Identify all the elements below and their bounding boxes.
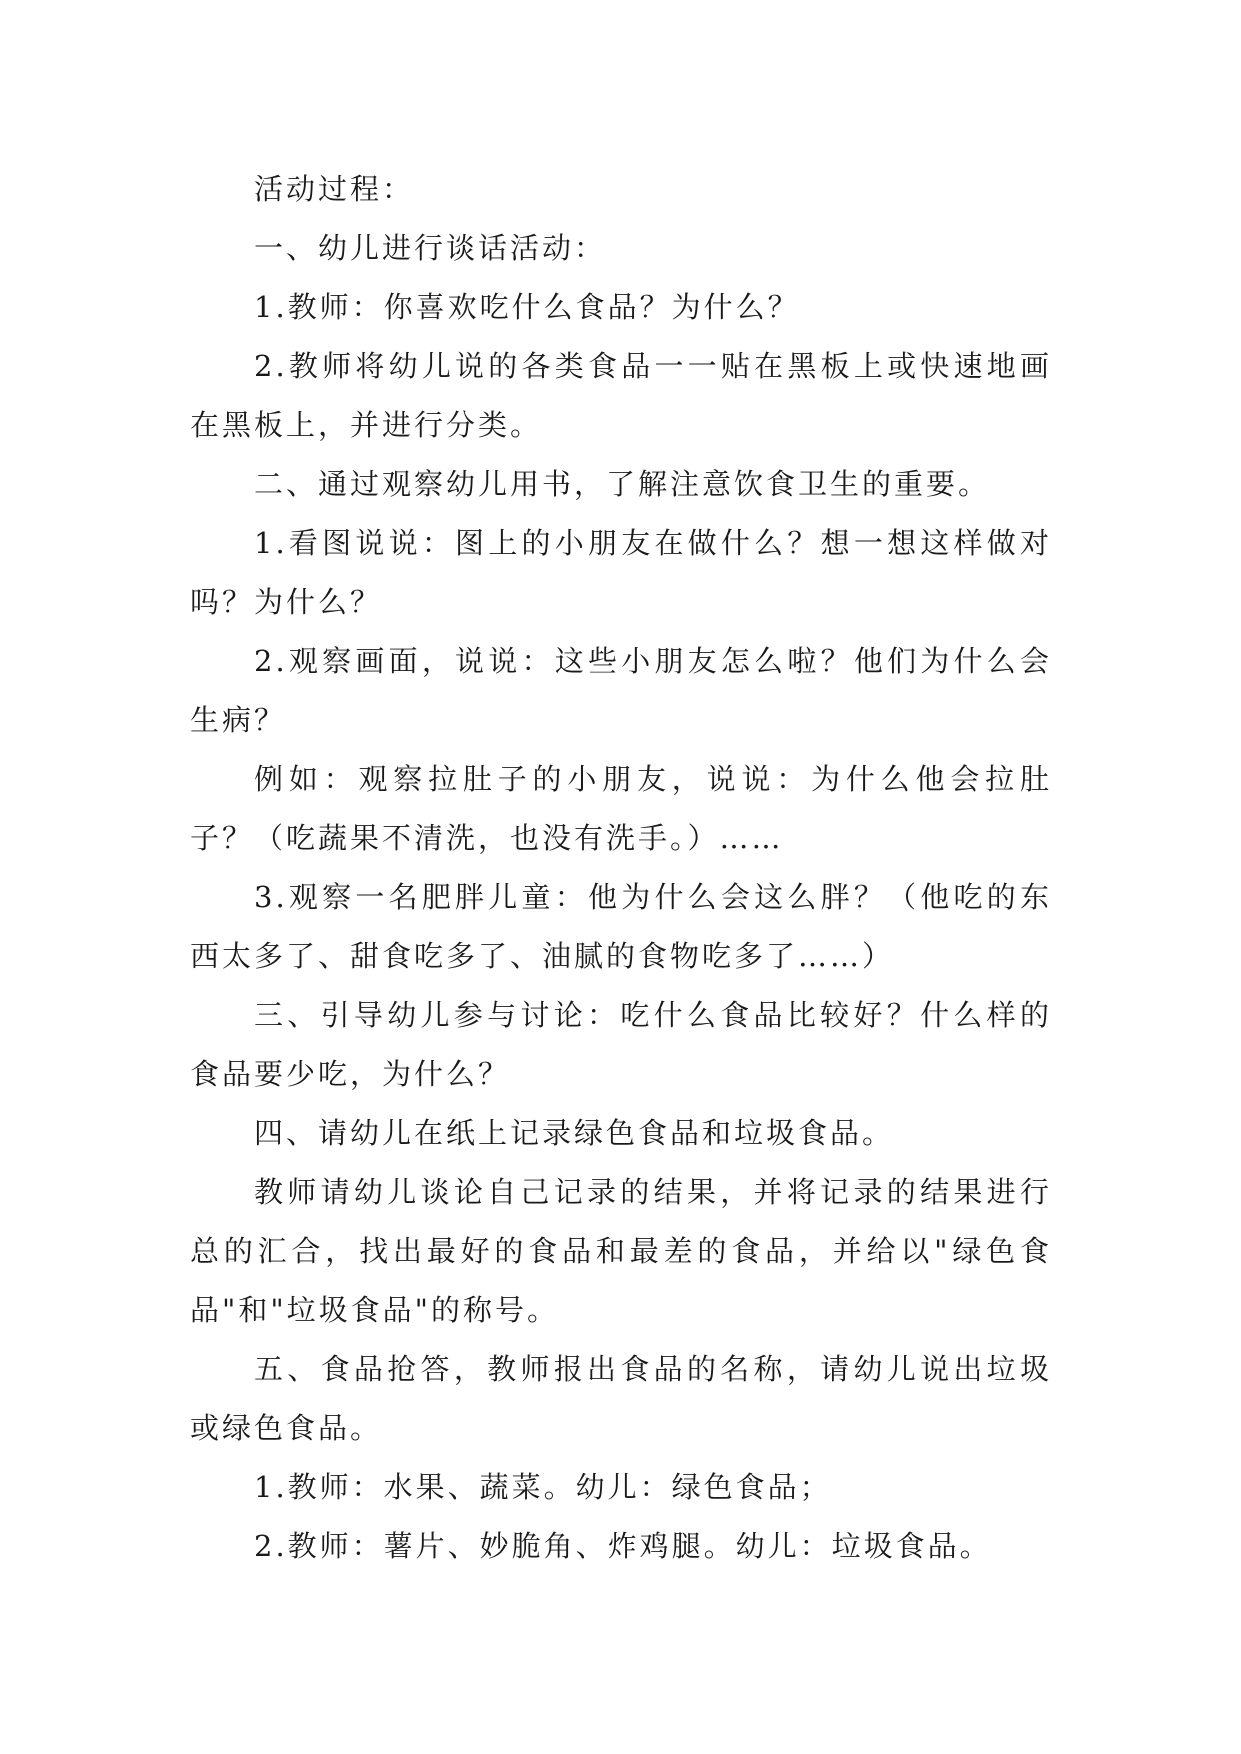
document-body <box>190 160 1052 1576</box>
paragraph: 2.教师：薯片、妙脆角、炸鸡腿。幼儿：垃圾食品。 <box>254 1529 992 1563</box>
section-heading-4: 四、请幼儿在纸上记录绿色食品和垃圾食品。 <box>254 1116 895 1150</box>
section-heading-3: 三、引导幼儿参与讨论：吃什么食品比较好？什么样的食品要少吃，为什么？ <box>190 998 1052 1091</box>
paragraph: 1.教师：你喜欢吃什么食品？为什么？ <box>254 290 800 324</box>
paragraph: 例如：观察拉肚子的小朋友，说说：为什么他会拉肚子？（吃蔬果不清洗，也没有洗手。）…… <box>190 762 1052 855</box>
section-heading-5: 五、食品抢答，教师报出食品的名称，请幼儿说出垃圾或绿色食品。 <box>190 1352 1052 1445</box>
section-heading-activity-process: 活动过程： <box>254 172 415 206</box>
section-heading-1: 一、幼儿进行谈话活动： <box>254 231 607 265</box>
section-heading-2: 二、通过观察幼儿用书，了解注意饮食卫生的重要。 <box>254 467 991 501</box>
paragraph: 1.看图说说：图上的小朋友在做什么？想一想这样做对吗？为什么？ <box>190 526 1052 619</box>
paragraph: 2.教师将幼儿说的各类食品一一贴在黑板上或快速地画在黑板上，并进行分类。 <box>190 349 1052 442</box>
paragraph: 3.观察一名肥胖儿童：他为什么会这么胖？（他吃的东西太多了、甜食吃多了、油腻的食物吃多了……） <box>190 880 1052 973</box>
paragraph: 1.教师：水果、蔬菜。幼儿：绿色食品； <box>254 1470 832 1504</box>
paragraph: 2.观察画面，说说：这些小朋友怎么啦？他们为什么会生病？ <box>190 644 1052 737</box>
paragraph: 教师请幼儿谈论自己记录的结果，并将记录的结果进行总的汇合，找出最好的食品和最差的食品，并给以"绿色食品"和"垃圾食品"的称号。 <box>190 1175 1052 1327</box>
